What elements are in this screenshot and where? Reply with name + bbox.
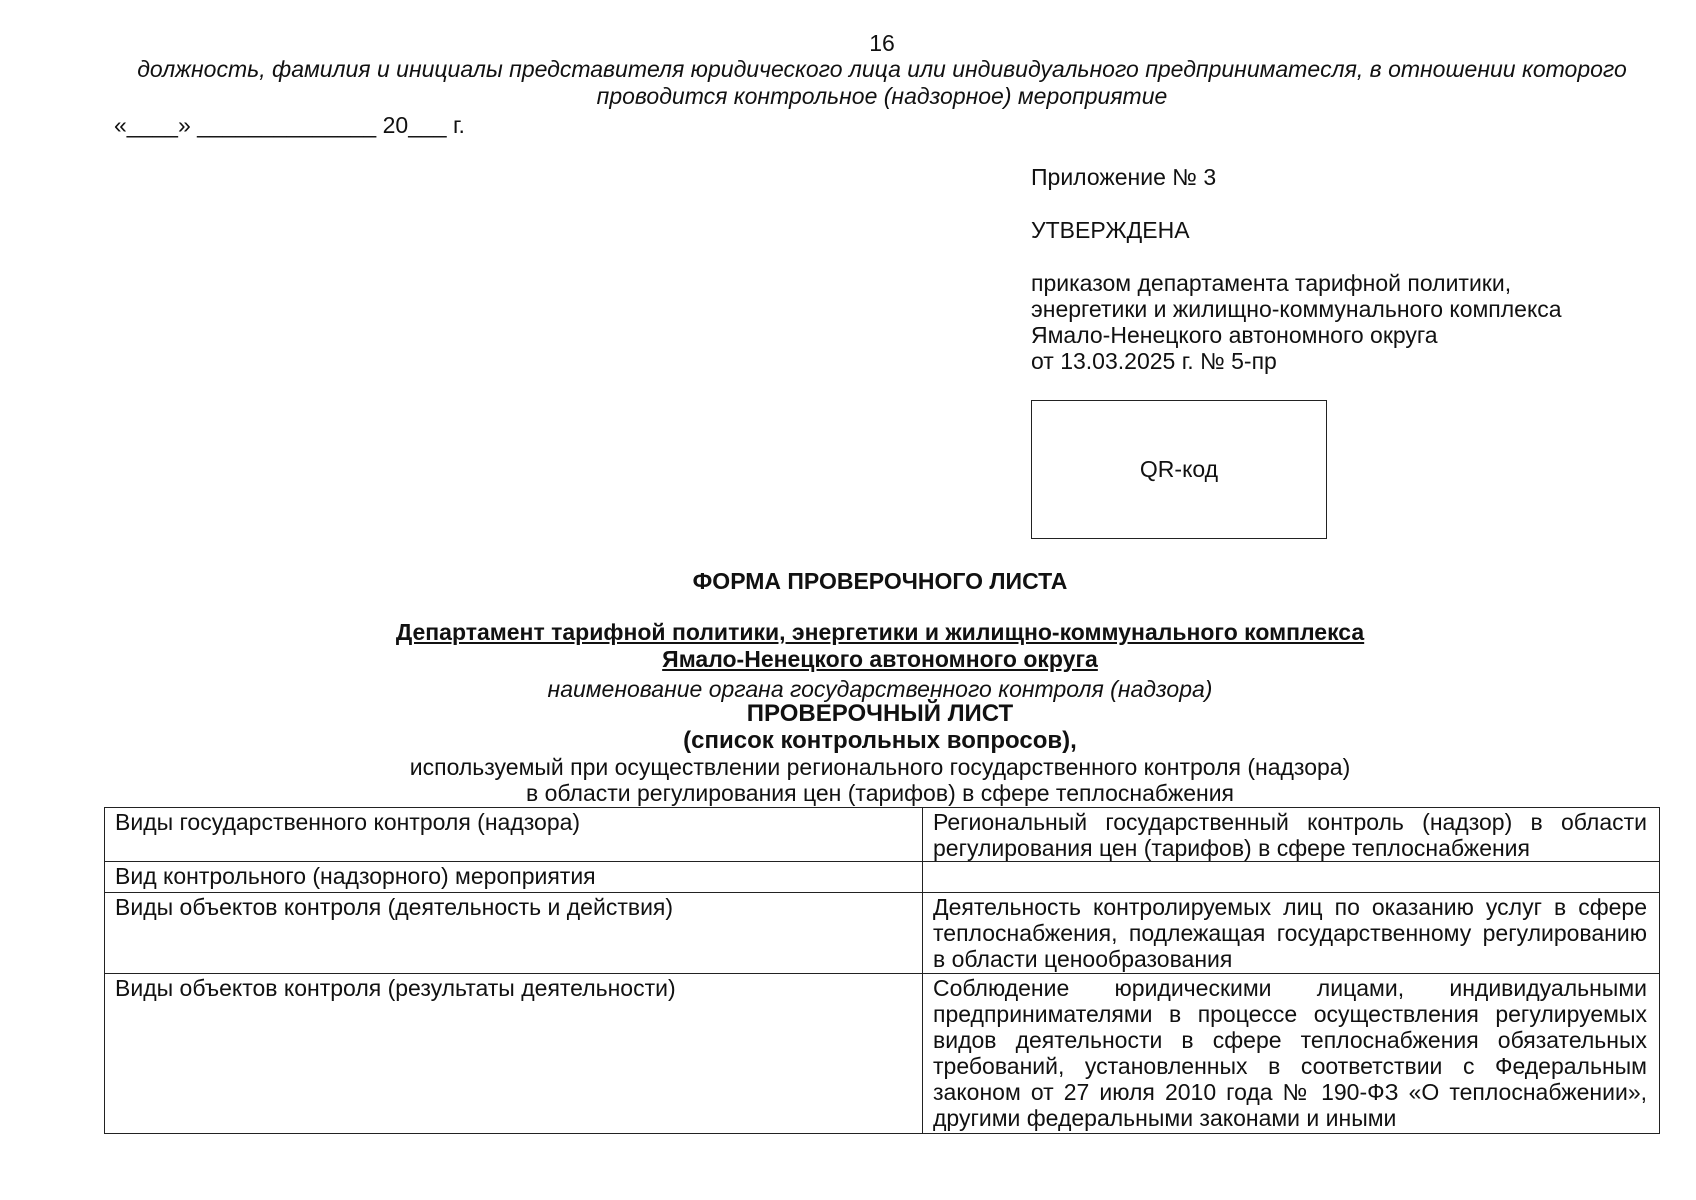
page-number: 16 <box>869 30 895 56</box>
table-cell-value: Деятельность контролируемых лиц по оказанию услуг в сфере теплоснабжения, подлежащая государственному регулированию в области ценообразования <box>923 893 1660 974</box>
checklist-title-line: ПРОВЕРОЧНЫЙ ЛИСТ <box>746 700 1014 727</box>
appendix-label: Приложение № 3 <box>1031 164 1217 190</box>
approval-order-line: Ямало-Ненецкого автономного округа <box>1031 322 1438 348</box>
table-cell-value: Региональный государственный контроль (надзор) в области регулирования цен (тарифов) в сфере теплоснабжения <box>923 808 1660 862</box>
department-name-line: Ямало-Ненецкого автономного округа <box>662 646 1098 672</box>
checklist-subtitle-line: (список контрольных вопросов), <box>683 727 1077 754</box>
table-row <box>105 808 1660 862</box>
approval-order <box>1031 270 1562 374</box>
usage-line: используемый при осуществлении регионального государственного контроля (надзора) <box>409 754 1351 780</box>
table-row <box>105 862 1660 893</box>
table-cell-label: Виды государственного контроля (надзора) <box>105 808 923 862</box>
table-cell-value: Соблюдение юридическими лицами, индивидуальными предпринимателями в процессе осуществления регулируемых видов деятельности в сфере теплоснабжения обязательных требований, установленных в соответствии с Федеральным законом от 27 июля 2010 года № 190-ФЗ «О теплоснабжении», другими федеральными законами и иными <box>933 975 1647 1131</box>
department-name <box>0 619 1696 673</box>
organ-caption: наименование органа государственного контроля (надзора) <box>547 676 1213 702</box>
table-cell-value-cell <box>923 974 1660 1134</box>
usage-description <box>0 754 1696 806</box>
signer-caption: должность, фамилия и инициалы представителя юридического лица или индивидуального предприниматеcля, в отношении которого проводится контрольное (надзорное) мероприятие <box>137 56 1627 109</box>
qr-code-placeholder <box>1031 400 1327 539</box>
form-title: ФОРМА ПРОВЕРОЧНОГО ЛИСТА <box>692 568 1068 594</box>
approval-order-line: энергетики и жилищно-коммунального комплекса <box>1031 296 1562 322</box>
approved-label: УТВЕРЖДЕНА <box>1031 217 1190 243</box>
table-row <box>105 893 1660 974</box>
table-cell-label: Виды объектов контроля (результаты деятельности) <box>105 974 923 1134</box>
checklist-table <box>104 807 1660 1134</box>
date-line: «____» ______________ 20___ г. <box>114 112 465 138</box>
table-cell-value <box>923 862 1660 893</box>
approval-order-line: приказом департамента тарифной политики, <box>1031 270 1512 296</box>
table-row <box>105 974 1660 1134</box>
approval-order-line: от 13.03.2025 г. № 5-пр <box>1031 348 1277 374</box>
usage-line: в области регулирования цен (тарифов) в сфере теплоснабжения <box>525 780 1234 806</box>
department-name-line: Департамент тарифной политики, энергетики и жилищно-коммунального комплекса <box>395 619 1365 645</box>
table-cell-label: Вид контрольного (надзорного) мероприятия <box>105 862 923 893</box>
qr-code-label: QR-код <box>1139 456 1219 482</box>
checklist-title <box>0 700 1696 754</box>
table-cell-label: Виды объектов контроля (деятельность и действия) <box>105 893 923 974</box>
approval-block <box>1031 163 1671 374</box>
